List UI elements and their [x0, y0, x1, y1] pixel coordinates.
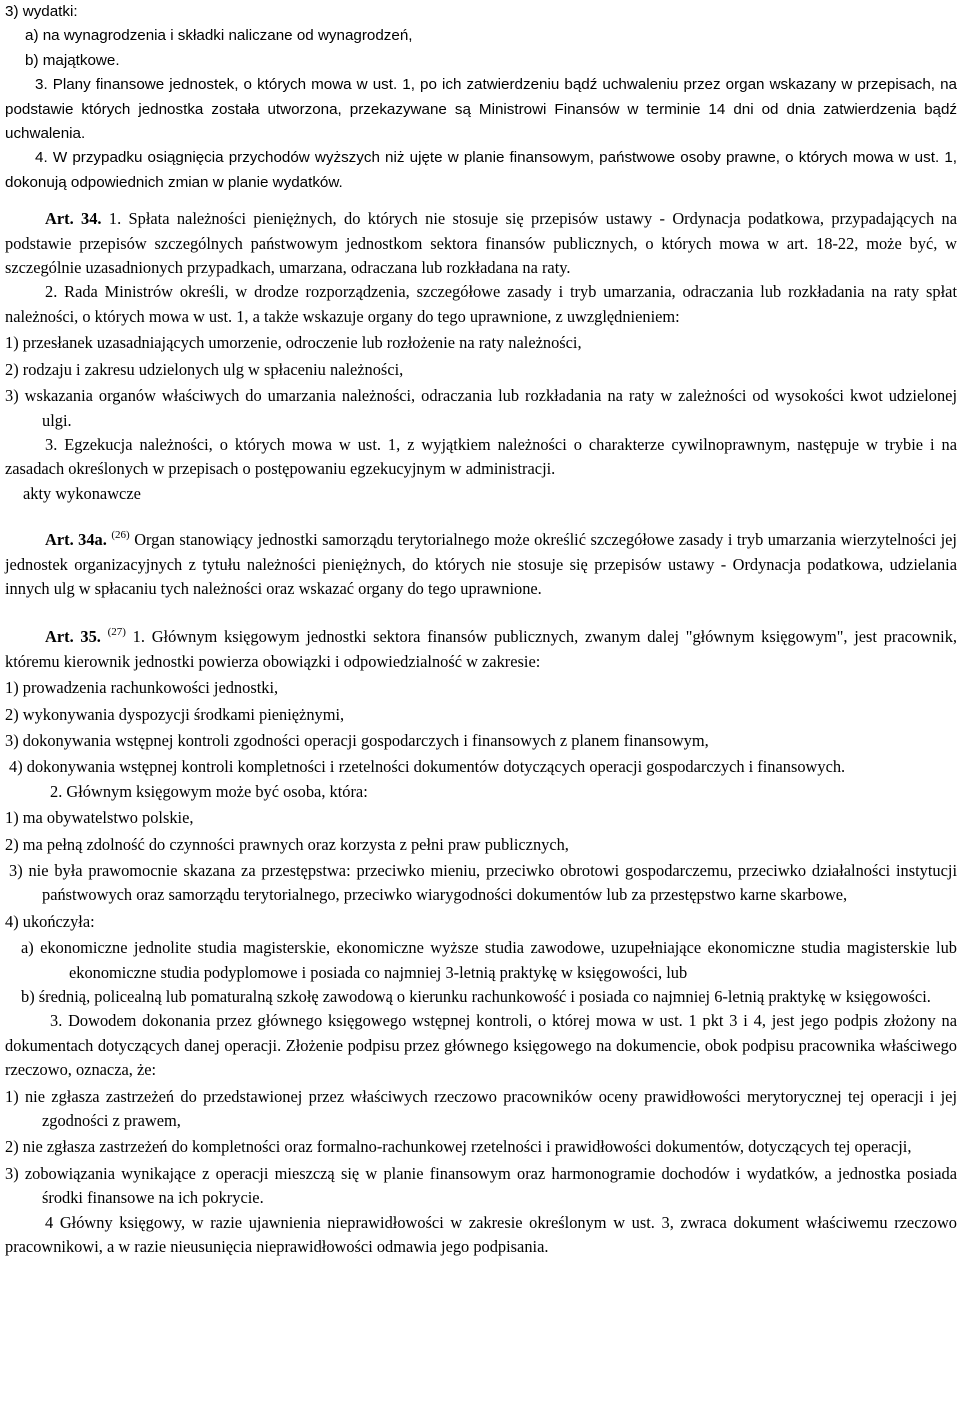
paragraph-3: 3. Plany finansowe jednostek, o których mowa w ust. 1, po ich zatwierdzeniu bądź uchwaleniu przez organ wskazany w przepisach, na podstawie których jednostka została utworzona, przekazywane są Ministrowi Finansów w terminie 14 dni od dnia zatwierdzenia bądź uchwalenia. — [5, 76, 957, 143]
document-page — [5, 0, 957, 1260]
article-34a-text: Organ stanowiący jednostki samorządu terytorialnego może określić szczegółowe zasady i tryb umarzania wierzytelności jej jednostek organizacyjnych z tytułu należności pieniężnych, do których nie stosuje się przepisów ustawy - Ordynacja podatkowa, udzielania innych ulg w spłacaniu tych należności oraz wskazać organy do tego uprawnione. — [5, 530, 957, 598]
article-34-para-3: 3. Egzekucja należności, o których mowa w ust. 1, z wyjątkiem należności o charakterze cywilnoprawnym, następuje w trybie i na zasadach określonych w przepisach o postępowaniu egzekucyjnym w administracji. — [5, 434, 957, 479]
article-35-para-1 — [5, 625, 957, 674]
article-35-heading: Art. 35. — [45, 627, 101, 647]
article-35-item-2: 2) wykonywania dyspozycji środkami pieniężnymi, — [5, 704, 345, 724]
article-34a-paragraph — [5, 528, 957, 601]
article-35-item-3: 3) dokonywania wstępnej kontroli zgodności operacji gospodarczych i finansowych z planem finansowym, — [5, 730, 709, 750]
article-35 — [5, 625, 957, 1259]
list-item-a: a) na wynagrodzenia i składki naliczane od wynagrodzeń, — [25, 27, 413, 45]
paragraph-4: 4. W przypadku osiągnięcia przychodów wyższych niż ujęte w planie finansowym, państwowe osoby prawne, o których mowa w ust. 1, dokonują odpowiednich zmian w planie wydatków. — [5, 149, 957, 191]
article-35-item-1: 1) prowadzenia rachunkowości jednostki, — [5, 678, 279, 698]
list-item-b: b) majątkowe. — [25, 51, 120, 69]
list-item-wydatki: 3) wydatki: — [5, 3, 78, 20]
article-34-item-3: 3) wskazania organów właściwych do umarzania należności, odraczania lub rozkładania na raty w zależności od wysokości kwot udzielonej ulgi. — [5, 386, 957, 430]
article-34-heading: Art. 34. — [45, 209, 102, 229]
akty-wykonawcze-link[interactable]: akty wykonawcze — [23, 483, 141, 503]
footnote-27[interactable]: (27) — [107, 626, 126, 639]
article-35-item-4: 4) dokonywania wstępnej kontroli kompletności i rzetelności dokumentów dotyczących operacji gospodarczych i finansowych. — [9, 757, 846, 777]
footnote-26[interactable]: (26) — [111, 529, 130, 542]
article-35-3-item-2: 2) nie zgłasza zastrzeżeń do kompletności oraz formalno-rachunkowej rzetelności i prawidłowości dokumentów, dotyczących tej operacji, — [5, 1137, 912, 1157]
article-35-3-item-3: 3) zobowiązania wynikające z operacji mieszczą się w planie finansowym oraz harmonogramie dochodów i wydatków, a jednostka posiada środki finansowe na ich pokrycie. — [5, 1163, 957, 1208]
article-35-2-item-1: 1) ma obywatelstwo polskie, — [5, 808, 194, 828]
article-35-text: 1. Głównym księgowym jednostki sektora finansów publicznych, zwanym dalej "głównym księgowym", jest pracownik, któremu kierownik jednostki powierza obowiązki i odpowiedzialność w zakresie: — [5, 627, 957, 671]
article-34-text: 1. Spłata należności pieniężnych, do których nie stosuje się przepisów ustawy - Ordynacja podatkowa, przypadających na podstawie przepisów szczególnych państwowym jednostkom sektora finansów publicznych, o których mowa w art. 18-22, może być, w szczególnie uzasadnionych przypadkach, umarzana, odraczana lub rozkładana na raty. — [5, 209, 957, 278]
article-35-2-item-4b: b) średnią, policealną lub pomaturalną szkołę zawodową o kierunku rachunkowość i posiada co najmniej 6-letnią praktykę w księgowości. — [21, 987, 931, 1007]
article-34 — [5, 207, 957, 506]
article-34a-heading: Art. 34a. — [45, 530, 107, 550]
article-35-2-item-3: 3) nie była prawomocnie skazana za przestępstwa: przeciwko mieniu, przeciwko obrotowi gospodarczemu, przeciwko działalności instytucji państwowych oraz samorządu terytorialnego, przeciwko wiarygodności dokumentów lub za przestępstwo karne skarbowe, — [9, 861, 957, 905]
article-34-item-2: 2) rodzaju i zakresu udzielonych ulg w spłaceniu należności, — [5, 359, 404, 379]
article-35-para-3: 3. Dowodem dokonania przez głównego księgowego wstępnej kontroli, o której mowa w ust. 1 pkt 3 i 4, jest jego podpis złożony na dokumentach dotyczących danej operacji. Złożenie podpisu przez głównego księgowego na dokumencie, obok podpisu pracownika właściwego rzeczowo, oznacza, że: — [5, 1011, 957, 1080]
article-34-item-1: 1) przesłanek uzasadniających umorzenie, odroczenie lub rozłożenie na raty należności, — [5, 333, 582, 353]
article-35-2-item-4: 4) ukończyła: — [5, 911, 95, 931]
section-top — [5, 0, 957, 195]
article-34-para-2: 2. Rada Ministrów określi, w drodze rozporządzenia, szczegółowe zasady i tryb umarzania, odraczania lub rozkładania na raty spłat należności, o których mowa w ust. 1, a także wskazuje organy do tego uprawnione, z uwzględnieniem: — [5, 282, 957, 326]
article-35-para-2: 2. Głównym księgowym może być osoba, która: — [50, 781, 368, 801]
article-35-2-item-4a: a) ekonomiczne jednolite studia magisterskie, ekonomiczne wyższe studia zawodowe, uzupełniające ekonomiczne studia magisterskie lub ekonomiczne studia podyplomowe i posiada co najmniej 3-letnią praktykę w księgowości, lub — [21, 938, 957, 982]
article-35-para-4: 4 Główny księgowy, w razie ujawnienia nieprawidłowości w zakresie określonym w ust. 3, zwraca dokument właściwemu rzeczowo pracownikowi, a w razie nieusunięcia nieprawidłowości odmawia jego podpisania. — [5, 1212, 957, 1257]
article-34a — [5, 528, 957, 601]
article-35-3-item-1: 1) nie zgłasza zastrzeżeń do przedstawionej przez właściwych rzeczowo pracowników oceny prawidłowości merytorycznej tej operacji i jej zgodności z prawem, — [5, 1086, 957, 1131]
article-34-para-1 — [5, 207, 957, 280]
article-35-2-item-2: 2) ma pełną zdolność do czynności prawnych oraz korzysta z pełni praw publicznych, — [5, 834, 569, 854]
